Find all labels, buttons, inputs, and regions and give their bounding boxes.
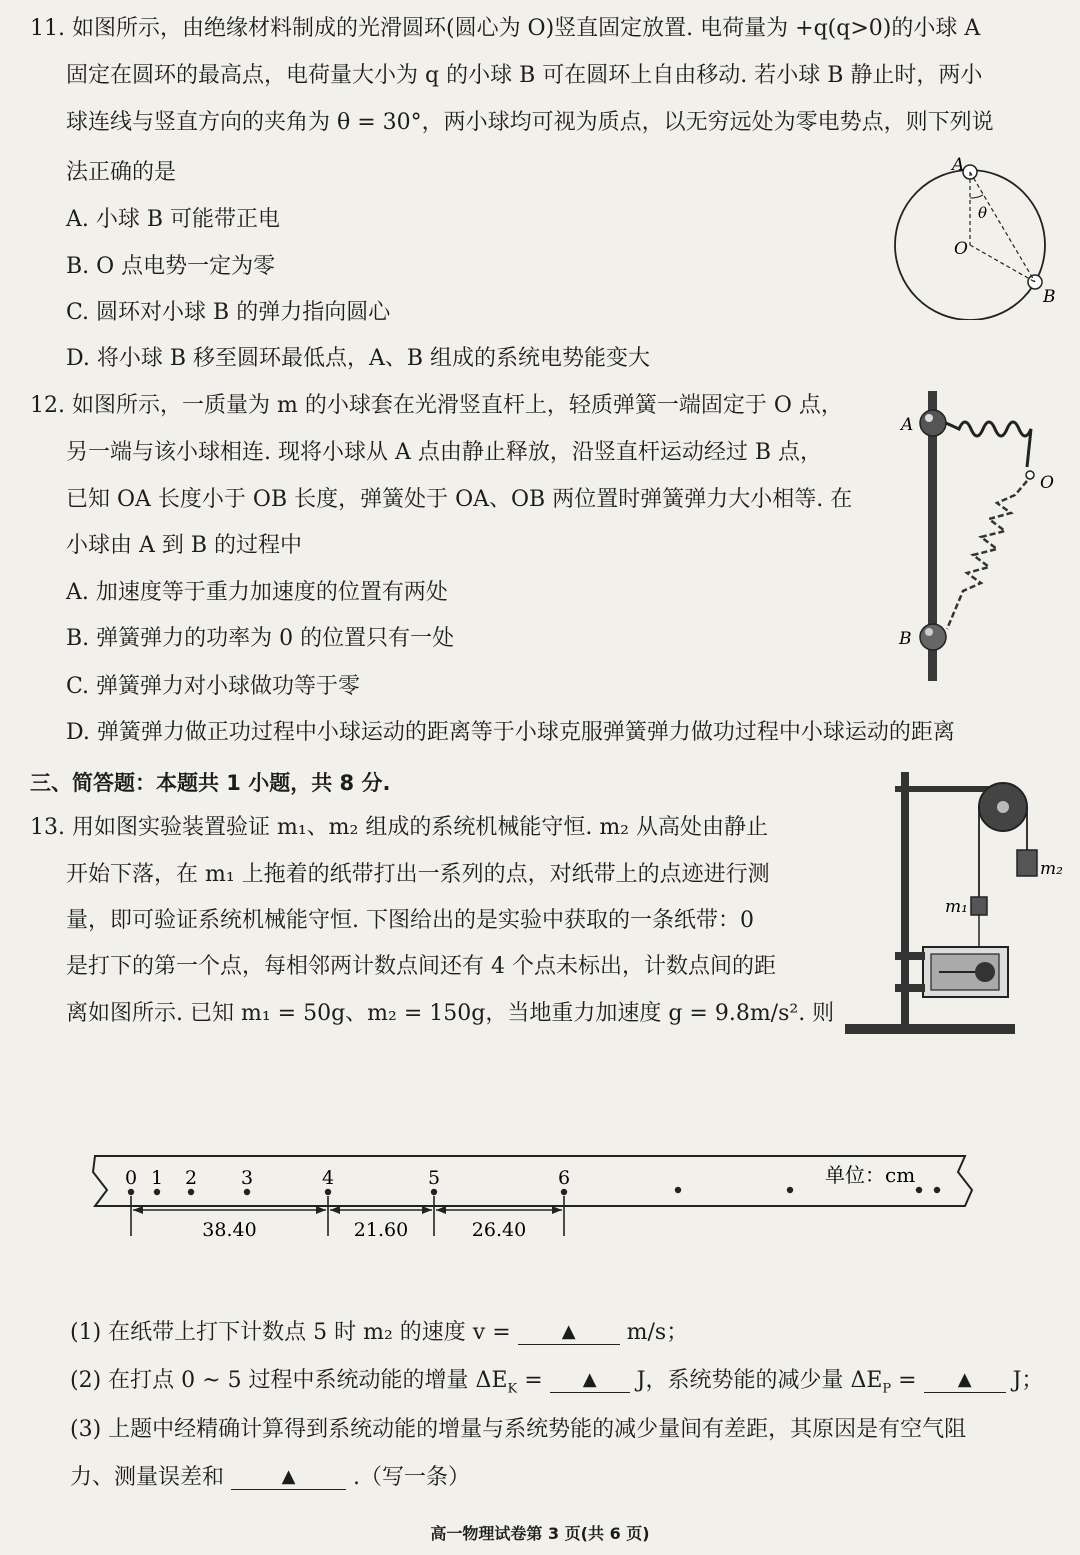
- q13-sub3-line2: [70, 1463, 470, 1493]
- tape-dot-0: [128, 1189, 134, 1195]
- q11-option-c: C. 圆环对小球 B 的弹力指向圆心: [66, 300, 391, 325]
- spring-oa: [946, 422, 1031, 467]
- page-footer: 高一物理试卷第 3 页(共 6 页): [430, 1524, 650, 1543]
- label-b: B: [899, 629, 912, 649]
- q11-line-4: 法正确的是: [66, 160, 177, 185]
- dimension-arrow: [422, 1206, 432, 1214]
- tape-dot-6: [561, 1189, 567, 1195]
- sub2-eq1: =: [524, 1368, 543, 1393]
- label-a: A: [952, 155, 965, 175]
- q13-line-1: 13. 用如图实验装置验证 m₁、m₂ 组成的系统机械能守恒. m₂ 从高处由静止: [30, 815, 768, 840]
- sub2-unit: J；: [1012, 1368, 1044, 1393]
- q13-apparatus-figure: [835, 762, 1070, 1042]
- sub2-kinetic-blank[interactable]: [550, 1366, 630, 1393]
- mass-m1: [971, 897, 987, 915]
- blank-marker: ▲: [281, 1466, 296, 1487]
- q12-line-3: 已知 OA 长度小于 OB 长度，弹簧处于 OA、OB 两位置时弹簧弹力大小相等. 在: [66, 487, 853, 512]
- sub2-text2: J，系统势能的减少量 ΔE: [636, 1368, 883, 1393]
- blank-marker: ▲: [561, 1321, 576, 1342]
- dimension-arrow: [133, 1206, 143, 1214]
- sub3-end: .（写一条）: [353, 1465, 471, 1490]
- tape-extra-dot: [675, 1187, 681, 1193]
- sub3-text: 力、测量误差和: [70, 1465, 225, 1490]
- tape-unit: 单位：cm: [825, 1163, 916, 1187]
- q12-option-a: A. 加速度等于重力加速度的位置有两处: [66, 580, 448, 605]
- dimension-label: 21.60: [353, 1219, 409, 1241]
- tape-point-label: 5: [428, 1167, 441, 1189]
- q12-option-d: D. 弹簧弹力做正功过程中小球运动的距离等于小球克服弹簧弹力做功过程中小球运动的距离: [66, 720, 955, 745]
- ball-b: [920, 624, 946, 650]
- label-m1: m₁: [945, 897, 968, 917]
- dimension-arrow: [552, 1206, 562, 1214]
- tape-dot-2: [188, 1189, 194, 1195]
- blank-marker: ▲: [957, 1369, 972, 1390]
- label-m2: m₂: [1040, 859, 1063, 879]
- sub2-potential-blank[interactable]: [924, 1366, 1006, 1393]
- q12-option-c: C. 弹簧弹力对小球做功等于零: [66, 674, 361, 699]
- q11-line-2: 固定在圆环的最高点，电荷量大小为 q 的小球 B 可在圆环上自由移动. 若小球 B 静止时，两小: [66, 63, 983, 88]
- tape-point-label: 4: [322, 1167, 335, 1189]
- dimension-arrow: [330, 1206, 340, 1214]
- tape-point-label: 1: [151, 1167, 164, 1189]
- q11-line-3: 球连线与竖直方向的夹角为 θ = 30°，两小球均可视为质点，以无穷远处为零电势点，则下列说: [66, 110, 994, 135]
- tape-extra-dot: [916, 1187, 922, 1193]
- q12-rod-spring-figure: [895, 385, 1070, 685]
- q13-line-2: 开始下落，在 m₁ 上拖着的纸带打出一系列的点，对纸带上的点迹进行测: [66, 862, 770, 887]
- label-a: A: [901, 415, 914, 435]
- pivot-o: [1026, 471, 1034, 479]
- q11-ring-figure: [890, 150, 1070, 320]
- q13-sub3-line1: (3) 上题中经精确计算得到系统动能的增量与系统势能的减少量间有差距，其原因是有空气阻: [70, 1417, 967, 1442]
- tape-point-label: 0: [125, 1167, 138, 1189]
- tape-point-label: 6: [558, 1167, 571, 1189]
- blank-marker: ▲: [582, 1369, 597, 1390]
- q12-option-b: B. 弹簧弹力的功率为 0 的位置只有一处: [66, 626, 455, 651]
- tape-dot-5: [431, 1189, 437, 1195]
- sub3-reason-blank[interactable]: [231, 1463, 346, 1490]
- q11-option-d: D. 将小球 B 移至圆环最低点，A、B 组成的系统电势能变大: [66, 346, 651, 371]
- sub1-answer-blank[interactable]: [518, 1318, 620, 1345]
- q11-option-b: B. O 点电势一定为零: [66, 254, 276, 279]
- dimension-arrow: [436, 1206, 446, 1214]
- dimension-label: 26.40: [471, 1219, 527, 1241]
- tape-point-label: 3: [241, 1167, 254, 1189]
- mass-m2: [1017, 850, 1037, 876]
- tape-point-label: 2: [185, 1167, 198, 1189]
- label-o: O: [954, 239, 968, 259]
- ball-a: [920, 410, 946, 436]
- tape-dot-4: [325, 1189, 331, 1195]
- tape-extra-dot: [934, 1187, 940, 1193]
- q12-line-4: 小球由 A 到 B 的过程中: [66, 533, 303, 558]
- sub1-text: (1) 在纸带上打下计数点 5 时 m₂ 的速度 v =: [70, 1320, 511, 1345]
- sub2-k-subscript: K: [507, 1381, 518, 1397]
- tape-dot-1: [154, 1189, 160, 1195]
- sub2-eq2: =: [898, 1368, 917, 1393]
- q12-line-2: 另一端与该小球相连. 现将小球从 A 点由静止释放，沿竖直杆运动经过 B 点，: [66, 440, 823, 465]
- q13-sub2: [70, 1366, 1043, 1404]
- section-heading: 三、简答题：本题共 1 小题，共 8 分.: [30, 771, 391, 795]
- tape-extra-dot: [787, 1187, 793, 1193]
- spring-ob: [947, 481, 1027, 629]
- sub2-text: (2) 在打点 0 ~ 5 过程中系统动能的增量 ΔE: [70, 1368, 508, 1393]
- q11-line-1: 11. 如图所示，由绝缘材料制成的光滑圆环(圆心为 O)竖直固定放置. 电荷量为 +q(q>0)的小球 A: [30, 16, 981, 41]
- q11-option-a: A. 小球 B 可能带正电: [66, 207, 281, 232]
- label-theta: θ: [978, 204, 988, 222]
- tape-dot-3: [244, 1189, 250, 1195]
- q13-line-3: 量，即可验证系统机械能守恒. 下图给出的是实验中获取的一条纸带：0: [66, 908, 754, 933]
- sub1-unit: m/s；: [626, 1320, 689, 1345]
- paper-tape-figure: [85, 1150, 980, 1250]
- q13-line-4: 是打下的第一个点，每相邻两计数点间还有 4 个点未标出，计数点间的距: [66, 954, 776, 979]
- q12-line-1: 12. 如图所示，一质量为 m 的小球套在光滑竖直杆上，轻质弹簧一端固定于 O 点，: [30, 393, 843, 418]
- sub2-p-subscript: P: [882, 1381, 892, 1397]
- label-b: B: [1043, 287, 1056, 307]
- q13-sub1: [70, 1318, 688, 1348]
- stand-base: [845, 1024, 1015, 1034]
- dimension-label: 38.40: [202, 1219, 257, 1241]
- dimension-arrow: [316, 1206, 326, 1214]
- q13-line-5: 离如图所示. 已知 m₁ = 50g、m₂ = 150g，当地重力加速度 g = 9.8m/s². 则: [66, 1001, 835, 1026]
- label-o: O: [1040, 473, 1054, 493]
